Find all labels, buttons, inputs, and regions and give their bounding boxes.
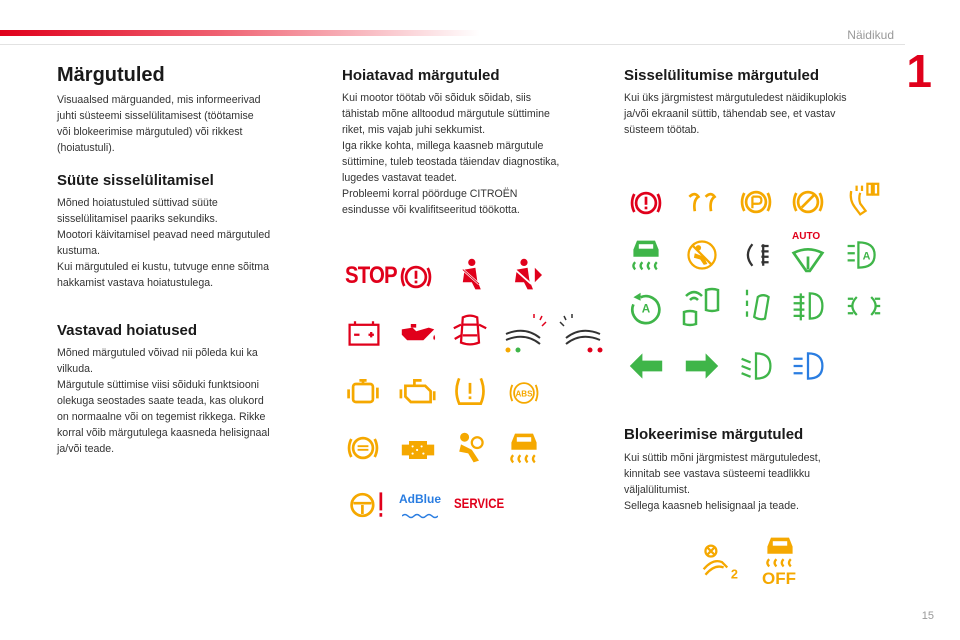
airbag-warning-icon	[452, 430, 488, 466]
ignition-heading: Süüte sisselülitamisel	[57, 172, 214, 189]
stop-start-letter: A	[641, 302, 651, 316]
parking-sensors-icon	[678, 286, 722, 328]
deactivation-lamps-text: Kui süttib mõni järgmistest märgutuledest, kinnitab see vastava süsteemi teadlikku väljalülitumist. Sellega kaasneb helisignaal ja teade.	[624, 452, 821, 512]
foot-on-brake-icon	[844, 182, 880, 218]
particle-filter-icon	[398, 432, 438, 468]
warning-lamps-text: Kui mootor töötab või sõiduk sõidab, siis tähistab mõne alltoodud märgutule süttimine riket, mis vajab juhi sekkumist. Iga rikke kohta, millega kaasneb märgutule süttimine, tuleb teostada täiendav diagnostika, lugedes vastavat teadet. Probleemi korral pöörduge CITROËN esindusse või kvalifitseeritud töökotta.	[342, 92, 560, 216]
alerts-text: Mõned märgutuled võivad nii põleda kui ka vilkuda. Märgutule süttimise viisi sõiduki funktsiooni olekuga seostades saate teada, kas olukord on normaalne või on tegemist rikkega. Rikke korral võib märgutulega kaasneda helisignaal ja/või teade.	[57, 347, 270, 455]
intro-text: Visuaalsed märguanded, mis informeerivad juhti süsteemi sisselülitamisest (töötamise või blokeerimise märgutuled) või rikkest (hoiatustuli).	[57, 94, 261, 154]
tyre-pressure-icon	[452, 373, 488, 409]
stop-warning-icon: STOP	[345, 262, 397, 289]
service-warning-icon: SERVICE	[454, 495, 505, 511]
brake-assist-icon	[790, 184, 826, 220]
ignition-text: Mõned hoiatustuled süttivad süüte sisselülitamisel paariks sekundiks. Mootori käivitamisel peavad need märgutuled kustuma. Kui märgutuled ei kustu, tutvuge enne sõitma hakkamist vastava hoiatustulega.	[57, 197, 271, 289]
chapter-number: 1	[906, 45, 932, 97]
dipped-beam-icon	[738, 348, 774, 384]
lane-assist-off-icon	[700, 542, 740, 582]
electric-parking-brake-icon	[738, 184, 774, 220]
front-seatbelt-icon	[452, 257, 488, 293]
front-fog-lamp-icon	[790, 288, 826, 324]
auto-headlamp-letter: A	[862, 250, 871, 263]
stability-off-label: OFF	[762, 569, 796, 588]
lane-assist-number: 2	[730, 566, 738, 582]
auto-headlamp-icon	[844, 237, 880, 273]
stop-start-icon	[628, 290, 664, 326]
dsc-asr-warning-icon	[506, 430, 542, 466]
stability-off-icon	[762, 534, 798, 570]
brake-warning-icon	[398, 259, 434, 295]
parking-brake-indicator-icon	[628, 185, 664, 221]
header-red-bar	[0, 30, 480, 36]
indicator-lamps-heading: Sisselülitumise märgutuled	[624, 67, 820, 84]
rear-brake-wear-icon	[556, 312, 606, 356]
section-label: Näidikud	[847, 28, 894, 42]
header-rule	[0, 44, 905, 45]
front-brake-wear-icon	[500, 312, 550, 356]
deactivation-lamps-heading: Blokeerimise märgutuled	[624, 426, 804, 443]
door-open-icon	[452, 312, 488, 348]
oil-pressure-icon	[398, 315, 438, 351]
alerts-heading: Vastavad hoiatused	[57, 322, 198, 339]
stability-control-indicator-icon	[628, 237, 664, 273]
page-title: Märgutuled	[57, 64, 165, 86]
battery-charge-icon	[345, 314, 383, 350]
auto-wiper-label: AUTO	[792, 231, 821, 242]
indicator-lamps-text: Kui üks järgmistest märgutuledest näidikuplokis ja/või ekraanil süttib, tähendab see, et vastav süsteem töötab.	[624, 92, 847, 136]
adblue-wave-icon	[402, 506, 438, 512]
side-lamps-icon	[844, 288, 884, 324]
power-steering-icon	[345, 487, 387, 523]
adblue-icon: AdBlue	[399, 492, 441, 506]
glow-plug-icon	[684, 186, 720, 222]
automatic-wiping-icon	[790, 243, 826, 279]
brake-pad-warning-icon	[345, 430, 381, 466]
page-number: 15	[921, 610, 934, 622]
engine-malfunction-icon	[398, 375, 438, 411]
right-direction-indicator-icon	[684, 348, 720, 384]
main-beam-icon	[790, 348, 826, 384]
lane-departure-icon	[738, 288, 774, 324]
abs-warning-icon	[506, 375, 542, 411]
left-direction-indicator-icon	[628, 348, 664, 384]
rear-fog-lamp-icon	[738, 237, 774, 273]
engine-fault-icon	[345, 375, 381, 411]
svg-text:ABS: ABS	[515, 389, 533, 399]
warning-lamps-heading: Hoiatavad märgutuled	[342, 67, 500, 84]
rear-seatbelt-icon	[506, 257, 542, 293]
airbag-off-indicator-icon	[684, 237, 720, 273]
